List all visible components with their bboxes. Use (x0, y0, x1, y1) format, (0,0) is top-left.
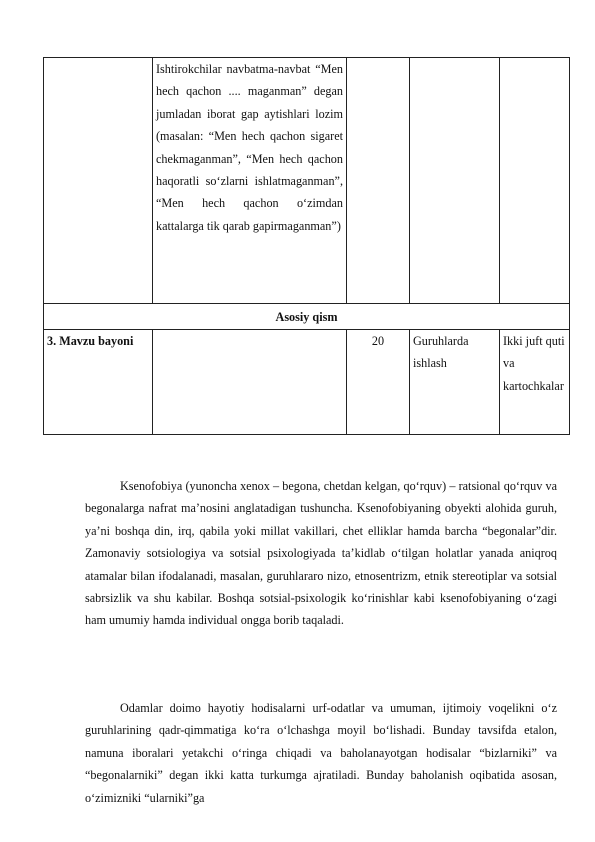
materials-cell: Ikki juft quti va kartochkalar (500, 330, 570, 435)
participants-instruction-cell: Ishtirokchilar navbatma-navbat “Men hech qachon .... maganman” degan jumladan iborat gap aytishlari lozim (masalan: “Men hech qachon sigaret chekmaganman”, “Men hech qachon haqoratli so‘zlarni ishlatmaganman”, “Men hech qachon o‘zimdan kattalarga tik qarab gapirmaganman”) (153, 58, 347, 304)
table-cell (44, 58, 153, 304)
body-paragraph: Ksenofobiya (yunoncha xenox – begona, chetdan kelgan, qo‘rquv) – ratsional qo‘rquv va begonalarga nafrat ma’nosini anglatadigan tushuncha. Ksenofobiyaning obyekti alohida guruh, ya’ni boshqa din, irq, qabila yoki millat vakillari, chet elliklar hamda barcha “begonalar”dir. Zamonaviy sotsiologiya va sotsial psixologiyada ta’kidlab o‘tilgan holatlar yanada aniqroq atamalar bilan ifodalanadi, masalan, guruhlararo nizo, etnosentrizm, etnik stereotiplar va sotsial sabrsizlik va shu kabilar. Boshqa sotsial-psixologik ko‘rinishlar kabi ksenofobiyaning o‘zagi ham umumiy hamda individual ongga borib taqaladi. (85, 479, 557, 628)
table-row (44, 330, 570, 435)
lesson-plan-table (43, 57, 570, 435)
table-cell (500, 58, 570, 304)
activity-cell (153, 330, 347, 435)
section-header: Asosiy qism (44, 304, 570, 330)
body-paragraph: Odamlar doimo hayotiy hodisalarni urf-odatlar va umuman, ijtimoiy voqelikni o‘z guruhlarining qadr-qimmatiga ko‘ra o‘lchashga moyil bo‘lishadi. Bunday tavsifda etalon, namuna iboralari yetakchi o‘ringa chiqadi va baholanayotgan hodisalar “bizlarniki” va “begonalarniki” degan ikki katta turkumga ajratiladi. Bunday baholanish oqibatida asosan, o‘zimizniki “ularniki”ga (85, 701, 557, 805)
method-cell: Guruhlarda ishlash (410, 330, 500, 435)
time-cell: 20 (347, 330, 410, 435)
table-cell (410, 58, 500, 304)
table-row (44, 58, 570, 304)
table-row (44, 304, 570, 330)
stage-cell: 3. Mavzu bayoni (44, 330, 153, 435)
table-cell (347, 58, 410, 304)
